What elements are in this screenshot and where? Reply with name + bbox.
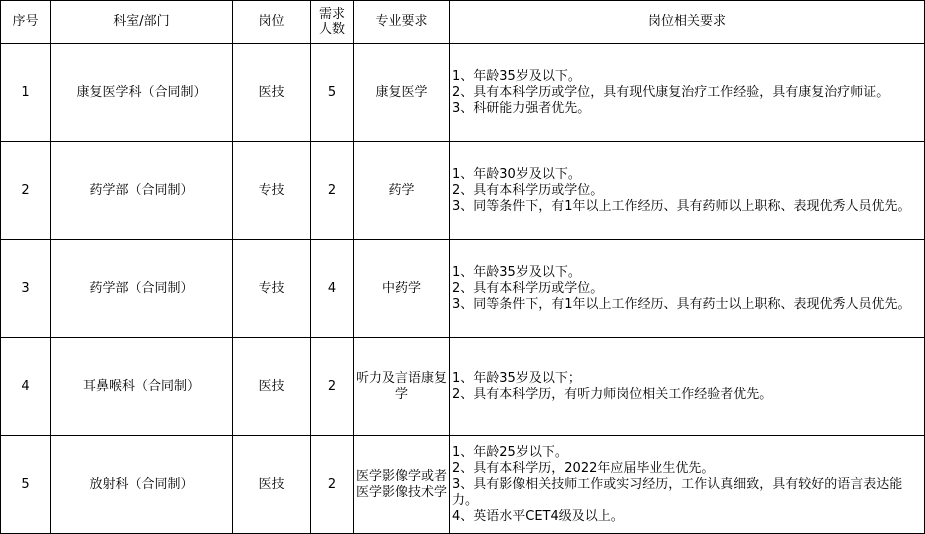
cell-post: 专技 (233, 240, 311, 338)
requirement-line: 3、同等条件下，有1年以上工作经历、具有药士以上职称、表现优秀人员优先。 (452, 296, 911, 312)
cell-count: 4 (311, 240, 354, 338)
cell-major: 医学影像学或者医学影像技术学 (354, 436, 450, 534)
table-row (1, 240, 925, 338)
cell-count: 2 (311, 142, 354, 240)
requirement-line: 3、科研能力强者优先。 (452, 100, 591, 116)
requirement-line: 1、年龄35岁及以下； (452, 370, 581, 386)
header-requirements: 岗位相关要求 (450, 1, 925, 44)
header-count-label: 需求人数 (318, 6, 345, 37)
cell-no: 2 (1, 142, 51, 240)
table-row (1, 338, 925, 436)
table-header-row (1, 1, 925, 44)
requirement-line: 2、具有本科学历或学位。 (452, 280, 604, 296)
requirement-line: 2、具有本科学历或学位，具有现代康复治疗工作经验，具有康复治疗师证。 (452, 84, 890, 100)
cell-post: 医技 (233, 338, 311, 436)
requirement-line: 1、年龄25岁以下。 (452, 444, 568, 460)
cell-post: 医技 (233, 436, 311, 534)
requirement-line: 2、具有本科学历或学位。 (452, 182, 604, 198)
cell-major: 康复医学 (354, 44, 450, 142)
cell-requirements (450, 142, 925, 240)
cell-major: 听力及言语康复学 (354, 338, 450, 436)
cell-dept: 康复医学科（合同制） (51, 44, 233, 142)
requirement-line: 1、年龄30岁及以下。 (452, 166, 581, 182)
header-no: 序号 (1, 1, 51, 44)
cell-dept: 药学部（合同制） (51, 240, 233, 338)
cell-no: 1 (1, 44, 51, 142)
cell-dept: 耳鼻喉科（合同制） (51, 338, 233, 436)
cell-dept: 药学部（合同制） (51, 142, 233, 240)
header-post: 岗位 (233, 1, 311, 44)
cell-requirements (450, 44, 925, 142)
requirement-line: 1、年龄35岁及以下。 (452, 68, 581, 84)
requirement-line: 4、英语水平CET4级及以上。 (452, 508, 624, 524)
cell-major: 中药学 (354, 240, 450, 338)
requirement-line: 3、具有影像相关技师工作或实习经历，工作认真细致，具有较好的语言表达能力。 (452, 476, 903, 508)
header-dept: 科室/部门 (51, 1, 233, 44)
cell-count: 5 (311, 44, 354, 142)
cell-no: 4 (1, 338, 51, 436)
requirement-line: 1、年龄35岁及以下。 (452, 264, 581, 280)
cell-post: 医技 (233, 44, 311, 142)
cell-requirements (450, 240, 925, 338)
cell-requirements (450, 436, 925, 534)
cell-major: 药学 (354, 142, 450, 240)
cell-count: 2 (311, 338, 354, 436)
table-row (1, 142, 925, 240)
cell-requirements (450, 338, 925, 436)
header-major: 专业要求 (354, 1, 450, 44)
cell-post: 专技 (233, 142, 311, 240)
requirement-line: 2、具有本科学历，2022年应届毕业生优先。 (452, 460, 715, 476)
cell-count: 2 (311, 436, 354, 534)
cell-dept: 放射科（合同制） (51, 436, 233, 534)
table-row (1, 436, 925, 534)
requirement-line: 2、具有本科学历，有听力师岗位相关工作经验者优先。 (452, 386, 773, 402)
requirement-line: 3、同等条件下，有1年以上工作经历、具有药师以上职称、表现优秀人员优先。 (452, 198, 911, 214)
cell-no: 5 (1, 436, 51, 534)
header-count (311, 1, 354, 44)
table-row (1, 44, 925, 142)
cell-no: 3 (1, 240, 51, 338)
